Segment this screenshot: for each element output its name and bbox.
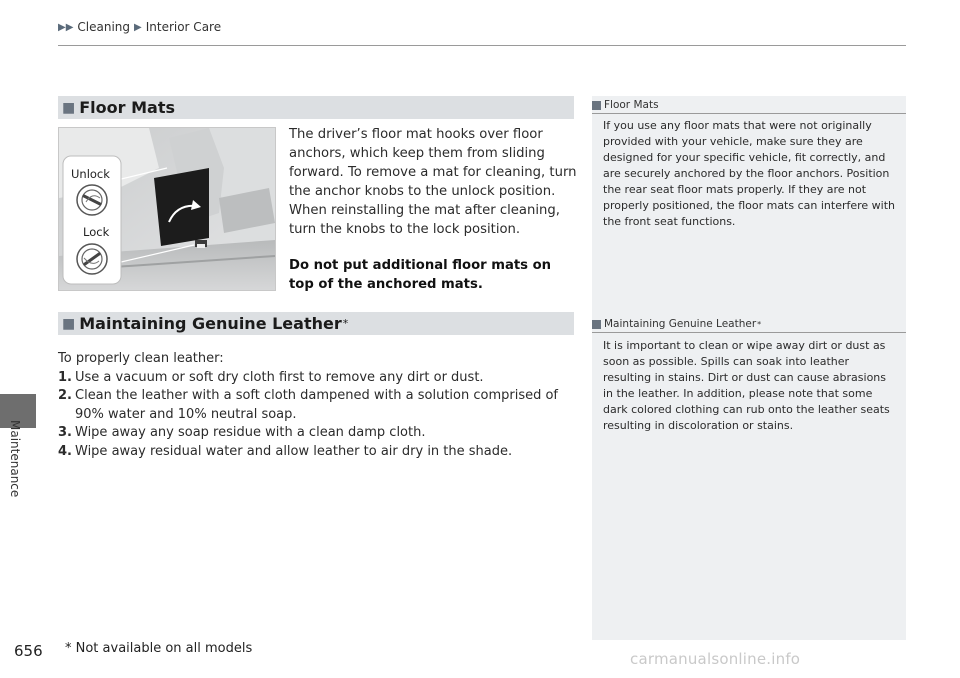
floor-mat-anchor-photo xyxy=(58,127,276,291)
note-marker-icon xyxy=(592,101,601,110)
unlock-label: Unlock xyxy=(71,167,110,181)
section-title: Floor Mats xyxy=(79,98,175,117)
breadcrumb-item-interior-care[interactable]: Interior Care xyxy=(145,20,222,34)
step-number: 1. xyxy=(58,369,72,385)
note-body: It is important to clean or wipe away dirt or dust as soon as possible. Spills can soak into leather resulting in stains. Dirt or dust can cause abrasions in the leather. In addition, please note that some dark colored clothing can rub onto the leather seats resulting in discoloration or stains. xyxy=(603,339,890,432)
list-item xyxy=(58,424,578,443)
note-body: If you use any floor mats that were not originally provided with your vehicle, make sure they are designed for your specific vehicle, fit correctly, and are securely anchored by the floor anchors. Position the rear seat floor mats properly. If they are not properly positioned, the floor mats can interfere with the front seat functions. xyxy=(603,119,896,228)
note-heading xyxy=(592,318,906,330)
list-item xyxy=(58,387,578,424)
breadcrumb-arrow-icon: ▶ xyxy=(134,21,142,33)
section-heading-floor-mats xyxy=(58,96,574,119)
note-title: Maintaining Genuine Leather xyxy=(604,318,757,330)
availability-mark: * xyxy=(342,317,349,330)
step-number: 3. xyxy=(58,425,72,440)
square-bullet-icon: ■ xyxy=(62,315,76,332)
watermark: carmanualsonline.info xyxy=(630,650,801,668)
chapter-tab-label: Maintenance xyxy=(8,420,22,498)
step-text: Clean the leather with a soft cloth dampened with a solution comprised of 90% water and 10% neutral soap. xyxy=(75,388,559,422)
note-leather xyxy=(592,318,906,434)
note-floor-mats xyxy=(592,99,906,230)
step-number: 2. xyxy=(58,388,72,403)
note-heading xyxy=(592,99,906,111)
header-rule xyxy=(58,45,906,46)
footnote: * Not available on all models xyxy=(65,641,253,656)
breadcrumb-item-cleaning[interactable]: Cleaning xyxy=(77,20,131,34)
note-title: Floor Mats xyxy=(604,99,659,111)
availability-mark: * xyxy=(757,319,762,329)
note-rule xyxy=(592,113,906,114)
note-marker-icon xyxy=(592,320,601,329)
section-title: Maintaining Genuine Leather xyxy=(79,314,342,333)
floor-mats-paragraph: The driver’s floor mat hooks over floor anchors, which keep them from sliding forward. To remove a mat for cleaning, turn the anchor knobs to the unlock position. When reinstalling the mat after cleaning, turn the knobs to the lock position. xyxy=(289,127,577,237)
floor-mats-warning: Do not put additional floor mats on top of the anchored mats. xyxy=(289,258,552,292)
step-number: 4. xyxy=(58,443,72,459)
breadcrumb xyxy=(58,20,221,34)
square-bullet-icon: ■ xyxy=(62,99,76,116)
section-heading-leather xyxy=(58,312,574,335)
lock-label: Lock xyxy=(83,225,110,239)
step-text: Wipe away residual water and allow leather to air dry in the shade. xyxy=(75,443,513,459)
note-rule xyxy=(592,332,906,333)
chapter-tab[interactable] xyxy=(0,420,36,530)
list-item xyxy=(58,369,578,388)
step-text: Wipe away any soap residue with a clean damp cloth. xyxy=(75,425,426,440)
breadcrumb-arrow-icon: ▶▶ xyxy=(58,21,74,33)
list-item xyxy=(58,443,578,462)
step-text: Use a vacuum or soft dry cloth first to remove any dirt or dust. xyxy=(75,369,484,385)
leather-cleaning-steps xyxy=(58,350,578,461)
notes-panel xyxy=(592,96,906,640)
leather-intro: To properly clean leather: xyxy=(58,351,224,366)
page-number: 656 xyxy=(14,642,43,660)
